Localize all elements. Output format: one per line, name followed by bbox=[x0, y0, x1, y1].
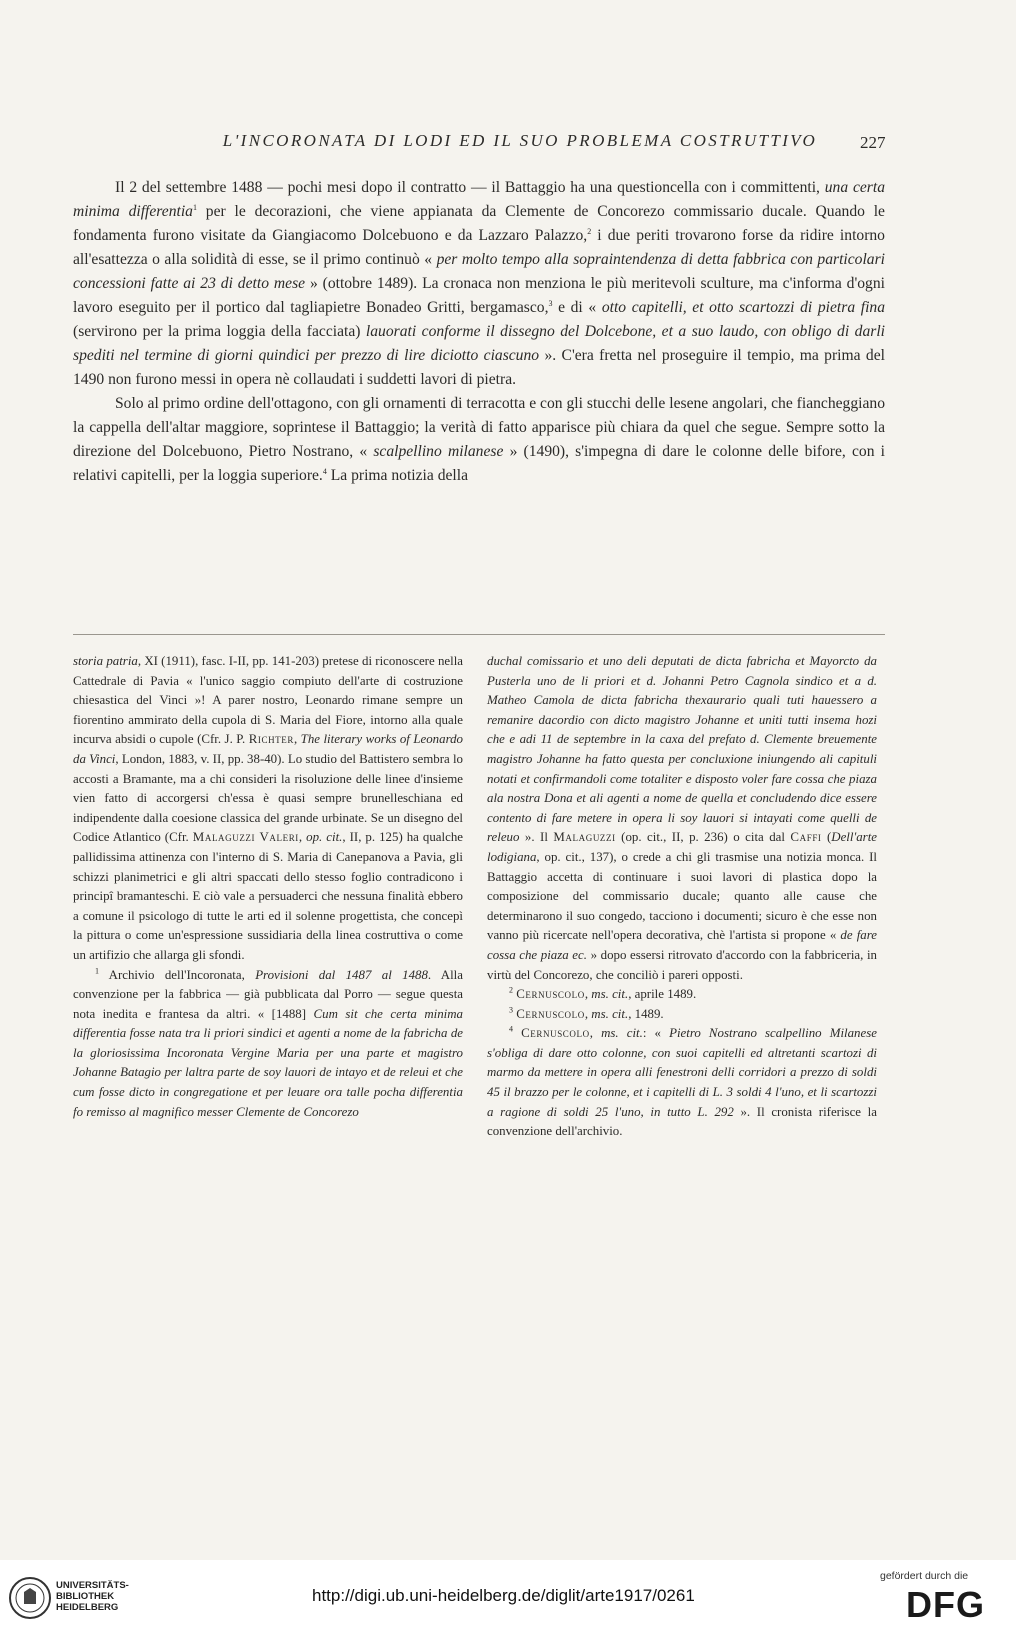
permalink-url[interactable]: http://digi.ub.uni-heidelberg.de/diglit/arte1917/0261 bbox=[312, 1586, 695, 1605]
text-run: , op. cit., 137), o crede a chi gli trasmise una notizia monca. Il Battaggio accetta di continuare i suoi lavori di plastica dopo la composizione del commissario ducale; quanto alle cause che determinarono il suo congedo, tacciono i documenti; sicuro è che esse non vanno più ricercate nell'opera decorativa, chè l'artista si propone « bbox=[487, 849, 877, 943]
text-run: , 1489. bbox=[628, 1006, 664, 1021]
footnote-ref[interactable]: 2 bbox=[587, 226, 592, 236]
text-run: , bbox=[584, 1006, 592, 1021]
text-run: ». C'era fretta nel proseguire il tempio, ma prima del 1490 non furono messi in opera nè collaudati i suddetti lavori di pietra. bbox=[73, 347, 885, 388]
paragraph-1 bbox=[73, 176, 885, 392]
text-run: , bbox=[584, 987, 592, 1002]
footnote-number: 3 bbox=[509, 1005, 513, 1015]
text-run: op. cit. bbox=[306, 830, 343, 845]
text-run: ». Il bbox=[519, 830, 554, 845]
text-run: » (ottobre 1489). La cronaca non menziona le più meritevoli sculture, ma c'informa d'ogni lavoro eseguito per il portico dal tagliapietre Bonadeo Gritti, bergamasco, bbox=[73, 275, 885, 316]
text-run: , XI (1911), fasc. I-II, pp. 141-203) pretese di riconoscere nella Cattedrale di Pavia « l'unico saggio compiuto dell'arte di costruzione chiesastica del Vinci »! A parer nostro, Leonardo rimane sempre un fiorentino ammirato della cupola di S. Maria del Fiore, intorno alla quale incurva absidi o cupole (Cfr. J. P. bbox=[73, 654, 463, 747]
text-run: (op. cit., II, p. 236) o cita dal bbox=[615, 830, 791, 845]
text-run: , bbox=[298, 830, 307, 845]
logo-line: HEIDELBERG bbox=[56, 1602, 119, 1613]
running-title: L'INCORONATA DI LODI ED IL SUO PROBLEMA COSTRUTTIVO bbox=[222, 131, 818, 150]
dfg-logo: DFG bbox=[906, 1584, 985, 1625]
quote-italic: una certa minima differentia bbox=[73, 179, 885, 220]
text-run: (servirono per la prima loggia della facciata) bbox=[73, 323, 366, 340]
text-run: , bbox=[293, 732, 301, 747]
text-run: , II, p. 125) ha qualche pallidissima attinenza con l'interno di S. Maria di Canepanova a Pavia, gli schizzi planimetrici e gli altri spaccati dello stesso foglio contradicono i principî bramanteschi. E ciò vale a persuaderci che nessuna finalità ebbero a comune il psicologo di tutte le arti ed il solenne progettista, che concepì la pittura o come un'espressione sussidiaria della linea costruttiva o come un artifizio che allarga gli sfondi. bbox=[73, 830, 463, 962]
main-text bbox=[73, 176, 885, 488]
viewer-footer bbox=[0, 1560, 1016, 1634]
quote-italic: Pietro Nostrano scalpellino Milanese s'obliga di dare otto colonne, con suoi capitelli ed altretanti scartozi di marmo da mettere in opera alli fenestroni delli corridori a prezzo di soldi 45 il brazzo per le colonne, et i capitelli di L. 3 soldi 4 l'uno, et li scartozzi a ragione di soldi 25 l'uno, in tutto L. 292 bbox=[487, 1026, 877, 1119]
footnote-number: 2 bbox=[509, 985, 513, 995]
footnote-2 bbox=[487, 985, 877, 1005]
text-run: ( bbox=[821, 830, 832, 845]
footnotes-right-column bbox=[487, 652, 877, 1142]
text-run bbox=[513, 1026, 521, 1040]
footnote-1-continuation bbox=[487, 652, 877, 985]
book-title: The literary works of Leonardo da Vinci bbox=[73, 732, 464, 766]
text-run: per le decorazioni, che viene appianata da Clemente de Concorezo commissario ducale. Quando le fondamenta furono visitate da Giangiacomo Dolcebuono e da Lazzaro Palazzo, bbox=[73, 203, 885, 244]
author-name: Malaguzzi Valeri bbox=[192, 830, 299, 845]
text-run: . Alla convenzione per la fabbrica — già pubblicata dal Porro — segue questa nota inedita e frantesa da altri. « [1488] bbox=[73, 967, 463, 1021]
text-run: i due periti trovarono forse da ridire intorno all'esattezza o alla solidità di esse, se il primo continuò « bbox=[73, 227, 885, 268]
paragraph-2 bbox=[73, 392, 885, 488]
text-run: , bbox=[589, 1026, 602, 1041]
quote-italic: de fare cossa che piaza ec. bbox=[487, 928, 877, 962]
quote-italic: duchal comissario et uno deli deputati de dicta fabricha et Mayorcto da Pusterla uno de li priori et d. Johanni Petro Cagnola sindico et a d. Matheo Camola de dicta fabricha thexaurario quali tuti hauessero a remanire dacordio con dicto magistro Johanne et uniti tutti insema hozi che e adi 11 de septembre in la caxa del prefato d. Clemente breuemente magistro Johanne ha fatto questa per concluxione iniungendo ali capituli notati et confirmandoli come totaliter e disposto voler fare cossa che piaza ala nostra Dona et ali agenti a nome de quella et concludendo dice essere contento di fare metere in opera li soy lauori si intayati come quelli de releuo bbox=[487, 654, 877, 845]
quote-italic: per molto tempo alla sopraintendenza di detta fabbrica con particolari concessioni fatte ai 23 di detto mese bbox=[73, 251, 885, 292]
footnote-divider bbox=[73, 634, 885, 635]
book-title: Dell'arte lodigiana bbox=[487, 830, 877, 864]
footnote-ref[interactable]: 4 bbox=[322, 466, 327, 476]
author-name: Cernuscolo bbox=[516, 1006, 585, 1021]
author-name: Cernuscolo bbox=[521, 1026, 590, 1041]
text-run: storia patria bbox=[73, 654, 138, 668]
footnote-number: 4 bbox=[509, 1024, 513, 1034]
footnote-continuation bbox=[73, 652, 463, 966]
footnote-4 bbox=[487, 1024, 877, 1142]
author-name: Cernuscolo bbox=[516, 987, 585, 1002]
text-run: La prima notizia della bbox=[326, 467, 468, 484]
text-run: , London, 1883, v. II, pp. 38-40). Lo studio del Battistero sembra lo accosti a Bramante, ma a chi consideri la risoluzione delle linee d'insieme vien fatto di accorgersi ch'essa è quasi sempre brunelleschiana ed indipendente dalla coesione classica del grande urbinate. Se un disegno del Codice Atlantico (Cfr. bbox=[73, 751, 463, 845]
quote-italic: otto capitelli, et otto scartozzi di pietra fina bbox=[601, 299, 885, 316]
author-name: Caffi bbox=[790, 830, 822, 845]
footnote-ref[interactable]: 3 bbox=[548, 298, 553, 308]
author-name: Richter bbox=[248, 732, 294, 747]
text-run: , aprile 1489. bbox=[628, 987, 697, 1002]
text-run: Archivio dell'Incoronata, bbox=[99, 967, 256, 982]
library-logo-text bbox=[56, 1580, 129, 1613]
text-run: Solo al primo ordine dell'ottagono, con gli ornamenti di terracotta e con gli stucchi delle lesene angolari, che fiancheggiano la cappella dell'altar maggiore, soprintese il Battaggio; la verità di fatto apparisce più chiara da quel che segue. Sempre sotto la direzione del Dolcebuono, Pietro Nostrano, « bbox=[73, 395, 885, 460]
text-run: ms. cit. bbox=[591, 987, 629, 1002]
author-name: Malaguzzi bbox=[553, 830, 616, 845]
footnote-ref[interactable]: 1 bbox=[192, 202, 197, 212]
page-number: 227 bbox=[860, 133, 886, 152]
text-run: ms. cit. bbox=[601, 1026, 643, 1041]
footnote-3 bbox=[487, 1005, 877, 1025]
funding-note: gefördert durch die bbox=[880, 1570, 969, 1582]
text-run: » dopo essersi ritrovato d'accordo con la fabbriceria, in virtù del Concorezo, che conciliò i pareri opposti. bbox=[487, 947, 877, 982]
text-run: : « bbox=[642, 1026, 670, 1041]
quote-italic: Cum sit che certa minima differentia fosse nata tra li priori sindici et agenti a nome de la fabricha de la gloriosissima Incoronata Vergine Maria per una parte et magistro Johanne Batagio per laltra parte de soy lauori de intayo et de releui et che cum fosse dicto in congregatione et per leuare ora talle pocha differentia fo remisso al magnifico messer Clemente de Concorezo bbox=[73, 1006, 463, 1119]
text-run: ». Il cronista riferisce la convenzione dell'archivio. bbox=[487, 1104, 877, 1139]
text-run: Provisioni dal 1487 al 1488 bbox=[255, 967, 428, 982]
text-run: » (1490), s'impegna di dare le colonne delle bifore, con i relativi capitelli, per la loggia superiore. bbox=[73, 443, 886, 484]
text-run: ms. cit. bbox=[591, 1006, 629, 1021]
text-run: Il 2 del settembre 1488 — pochi mesi dopo il contratto — il Battaggio ha una questioncella con i committenti, bbox=[115, 179, 825, 196]
logo-line: UNIVERSITÄTS- bbox=[56, 1580, 129, 1591]
footnotes-left-column bbox=[73, 652, 463, 1122]
quote-italic: lauorati conforme il dissegno del Dolcebone, et a suo laudo, con obligo di darli spediti nel termine di giorni quindici per prezzo di lire diciotto ciascuno bbox=[73, 323, 885, 364]
logo-line: BIBLIOTHEK bbox=[56, 1591, 115, 1602]
quote-italic: scalpellino milanese bbox=[373, 443, 504, 460]
footnote-number: 1 bbox=[95, 966, 99, 976]
footnote-1 bbox=[73, 966, 463, 1123]
text-run: e di « bbox=[552, 299, 602, 316]
